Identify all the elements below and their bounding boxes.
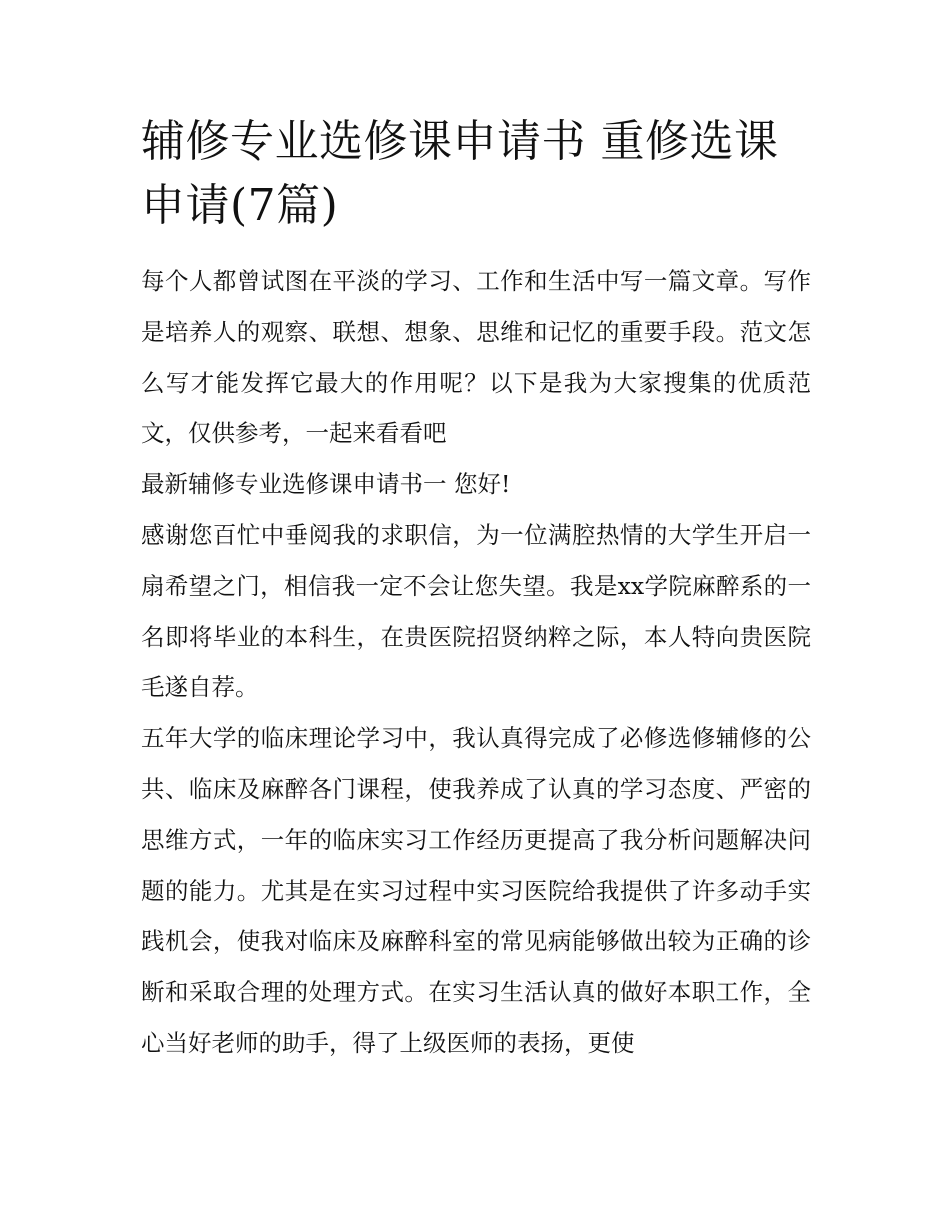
document-title: 辅修专业选修课申请书 重修选课申请(7篇) [141, 116, 779, 231]
intro-paragraph: 每个人都曾试图在平淡的学习、工作和生活中写一篇文章。写作是培养人的观察、联想、想象、思维和记忆的重要手段。范文怎么写才能发挥它最大的作用呢？以下是我为大家搜集的优质范文，仅供参考，一起来看看吧 [141, 267, 811, 448]
section-heading-greeting: 最新辅修专业选修课申请书一 您好! [141, 470, 511, 499]
document-page [141, 110, 811, 1069]
body-paragraph: 五年大学的临床理论学习中，我认真得完成了必修选修辅修的公共、临床及麻醉各门课程，使我养成了认真的学习态度、严密的思维方式，一年的临床实习工作经历更提高了我分析问题解决问题的能力。尤其是在实习过程中实习医院给我提供了许多动手实践机会，使我对临床及麻醉科室的常见病能够做出较为正确的诊断和采取合理的处理方式。在实习生活认真的做好本职工作，全心当好老师的助手，得了上级医师的表扬，更使 [141, 724, 811, 1057]
body-paragraph: 感谢您百忙中垂阅我的求职信，为一位满腔热情的大学生开启一扇希望之门，相信我一定不会让您失望。我是xx学院麻醉系的一名即将毕业的本科生，在贵医院招贤纳粹之际，本人特向贵医院毛遂自荐。 [141, 520, 811, 702]
